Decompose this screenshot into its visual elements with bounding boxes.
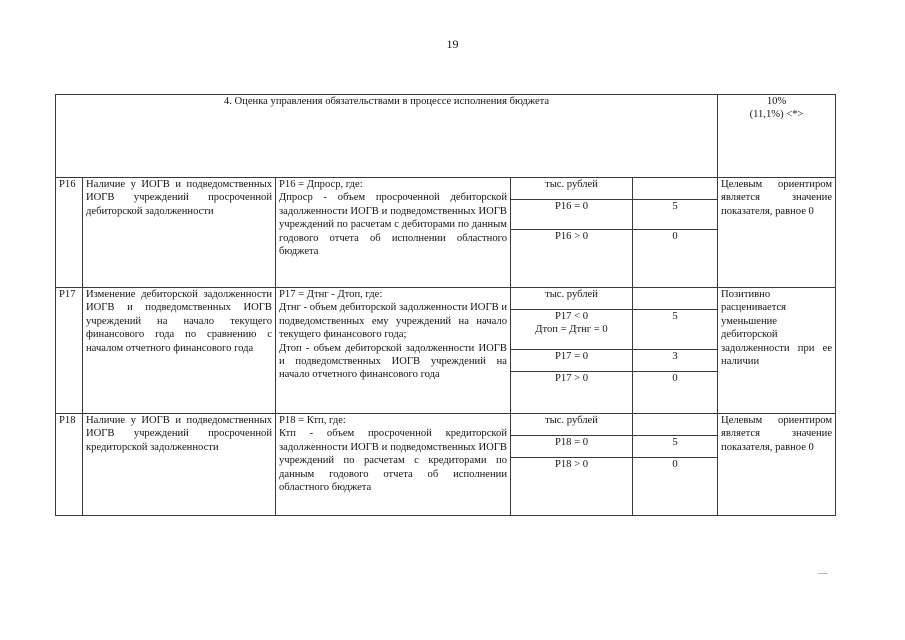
indicator-condition	[511, 436, 633, 458]
scan-mark	[818, 573, 828, 574]
condition-line: P16 > 0	[554, 231, 589, 242]
indicator-condition	[511, 350, 633, 372]
indicator-formula: P17 = Дтнг - Дтоп, где: Дтнг - объем дебиторской задолженности ИОГВ и подведомственных ему учреждений на начало текущего финансового года; Дтоп - объем дебиторской задолженности ИОГВ и подведомственных ИОГВ учреждений на начало отчетного финансового года	[276, 288, 511, 414]
indicator-name: Наличие у ИОГВ и подведомственных ИОГВ учреждений просроченной кредиторской задолженности	[83, 414, 276, 516]
condition-line: P18 > 0	[554, 459, 589, 470]
indicator-condition	[511, 310, 633, 350]
indicator-comment: Целевым ориентиром является значение показателя, равное 0	[718, 414, 836, 516]
unit-score-cell	[633, 414, 718, 436]
indicator-score: 0	[633, 458, 718, 516]
condition-line: Дтоп = Дтнг = 0	[535, 324, 608, 336]
indicator-code: P18	[56, 414, 83, 516]
indicators-table	[55, 94, 836, 516]
indicator-row	[56, 288, 836, 310]
indicator-comment: Целевым ориентиром является значение показателя, равное 0	[718, 178, 836, 288]
condition-line: P17 < 0	[554, 311, 589, 322]
section-title: 4. Оценка управления обязательствами в процессе исполнения бюджета	[56, 95, 718, 178]
indicator-condition	[511, 372, 633, 414]
indicator-unit: тыс. рублей	[511, 288, 633, 310]
unit-score-cell	[633, 178, 718, 200]
unit-score-cell	[633, 288, 718, 310]
indicator-score: 5	[633, 200, 718, 230]
section-weight-alt: (11,1%) <*>	[749, 109, 804, 121]
indicator-formula: P18 = Ктп, где: Ктп - объем просроченной кредиторской задолженности ИОГВ и подведомственных ИОГВ учреждений по расчетам с кредиторами по данным годового отчета об исполнении областного бюджета	[276, 414, 511, 516]
indicator-code: P17	[56, 288, 83, 414]
section-weight-value: 10%	[766, 96, 787, 107]
indicator-row	[56, 414, 836, 436]
condition-line: P17 = 0	[554, 351, 589, 362]
indicator-score: 5	[633, 436, 718, 458]
indicator-unit: тыс. рублей	[511, 414, 633, 436]
indicator-condition	[511, 200, 633, 230]
indicator-comment: Позитивно расценивается уменьшение дебиторской задолженности при ее наличии	[718, 288, 836, 414]
indicator-row	[56, 178, 836, 200]
condition-line: P17 > 0	[554, 373, 589, 384]
section-header-row	[56, 95, 836, 178]
indicator-formula: P16 = Дпроср, где: Дпроср - объем просроченной дебиторской задолженности ИОГВ и подведомственных ИОГВ учреждений по расчетам с дебиторами по данным годового отчета об исполнении областного бюджета	[276, 178, 511, 288]
indicator-name: Изменение дебиторской задолженности ИОГВ и подведомственных ИОГВ учреждений на начало текущего финансового года по сравнению с началом отчетного финансового года	[83, 288, 276, 414]
indicator-condition	[511, 230, 633, 288]
section-weight	[718, 95, 836, 178]
condition-line: P18 = 0	[554, 437, 589, 448]
page-number: 19	[446, 37, 459, 51]
condition-line: P16 = 0	[554, 201, 589, 212]
indicator-score: 0	[633, 372, 718, 414]
indicator-condition	[511, 458, 633, 516]
indicator-score: 5	[633, 310, 718, 350]
indicator-score: 0	[633, 230, 718, 288]
indicator-unit: тыс. рублей	[511, 178, 633, 200]
indicator-name: Наличие у ИОГВ и подведомственных ИОГВ учреждений просроченной дебиторской задолженности	[83, 178, 276, 288]
indicator-score: 3	[633, 350, 718, 372]
indicator-code: P16	[56, 178, 83, 288]
